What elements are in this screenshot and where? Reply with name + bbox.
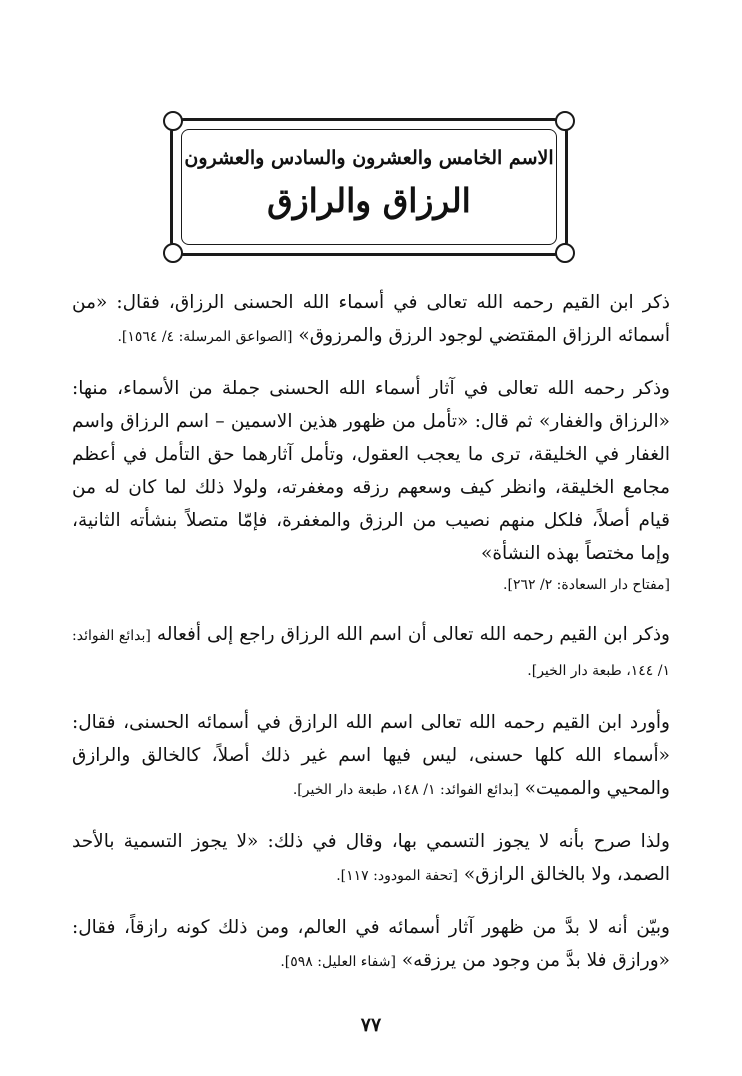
citation: [الصواعق المرسلة: ٤/ ١٥٦٤].: [117, 329, 293, 345]
body-text: [72, 286, 670, 997]
frame-corner-ornament: [555, 243, 575, 263]
page-number: ٧٧: [360, 1014, 382, 1036]
title-frame: [170, 118, 568, 256]
paragraph: [72, 825, 670, 893]
paragraph-text: وبيّن أنه لا بدَّ من ظهور آثار أسمائه في العالم، ومن ذلك كونه رازقاً، فقال: «ورازق فلا بدَّ من وجود من يرزقه»: [72, 917, 670, 971]
paragraph: [72, 911, 670, 979]
paragraph: [72, 372, 670, 600]
chapter-subtitle: الاسم الخامس والعشرون والسادس والعشرون: [184, 147, 554, 169]
paragraph: [72, 286, 670, 354]
frame-corner-ornament: [555, 111, 575, 131]
citation: [بدائع الفوائد: ١/ ١٤٨، طبعة دار الخير].: [292, 782, 519, 798]
chapter-title: الرزاق والرازق: [267, 181, 471, 220]
frame-corner-ornament: [163, 111, 183, 131]
paragraph-text: وأورد ابن القيم رحمه الله تعالى اسم الله الرازق في أسمائه الحسنى، فقال: «أسماء الله كلها حسنى، ليس فيها اسم غير ذلك أصلاً، كالخالق والرازق والمحيي والمميت»: [72, 712, 670, 799]
citation: [شفاء العليل: ٥٩٨].: [280, 954, 396, 970]
frame-corner-ornament: [163, 243, 183, 263]
paragraph: [72, 618, 670, 688]
paragraph: [72, 706, 670, 807]
citation: [بدائع الفوائد: ١/ ١٤٤، طبعة دار الخير].: [72, 628, 670, 679]
paragraph-text: وذكر ابن القيم رحمه الله تعالى أن اسم الله الرزاق راجع إلى أفعاله: [156, 624, 670, 645]
paragraph-text: ذكر ابن القيم رحمه الله تعالى في أسماء الله الحسنى الرزاق، فقال: «من أسمائه الرزاق المقتضي لوجود الرزق والمرزوق»: [72, 292, 670, 346]
citation: [تحفة المودود: ١١٧].: [336, 868, 458, 884]
citation: [مفتاح دار السعادة: ٢/ ٢٦٢].: [503, 577, 670, 593]
paragraph-text: وذكر رحمه الله تعالى في آثار أسماء الله الحسنى جملة من الأسماء، منها: «الرزاق والغفار» ثم قال: «تأمل من ظهور هذين الاسمين – اسم الرزاق واسم الغفار في الخليقة، ترى ما يعجب العقول، وتأمل آثارهما حق التأمل في أعظم مجامع الخليقة، وانظر كيف وسعهم رزقه ومغفرته، ولولا ذلك لما كان له من قيام أصلاً، فلكل منهم نصيب من الرزق والمغفرة، فإمّا متصلاً بنشأته الثانية، وإما مختصاً بهذه النشأة»: [72, 378, 670, 564]
paragraph-text: ولذا صرح بأنه لا يجوز التسمي بها، وقال في ذلك: «لا يجوز التسمية بالأحد الصمد، ولا بالخالق الرازق»: [72, 831, 670, 885]
